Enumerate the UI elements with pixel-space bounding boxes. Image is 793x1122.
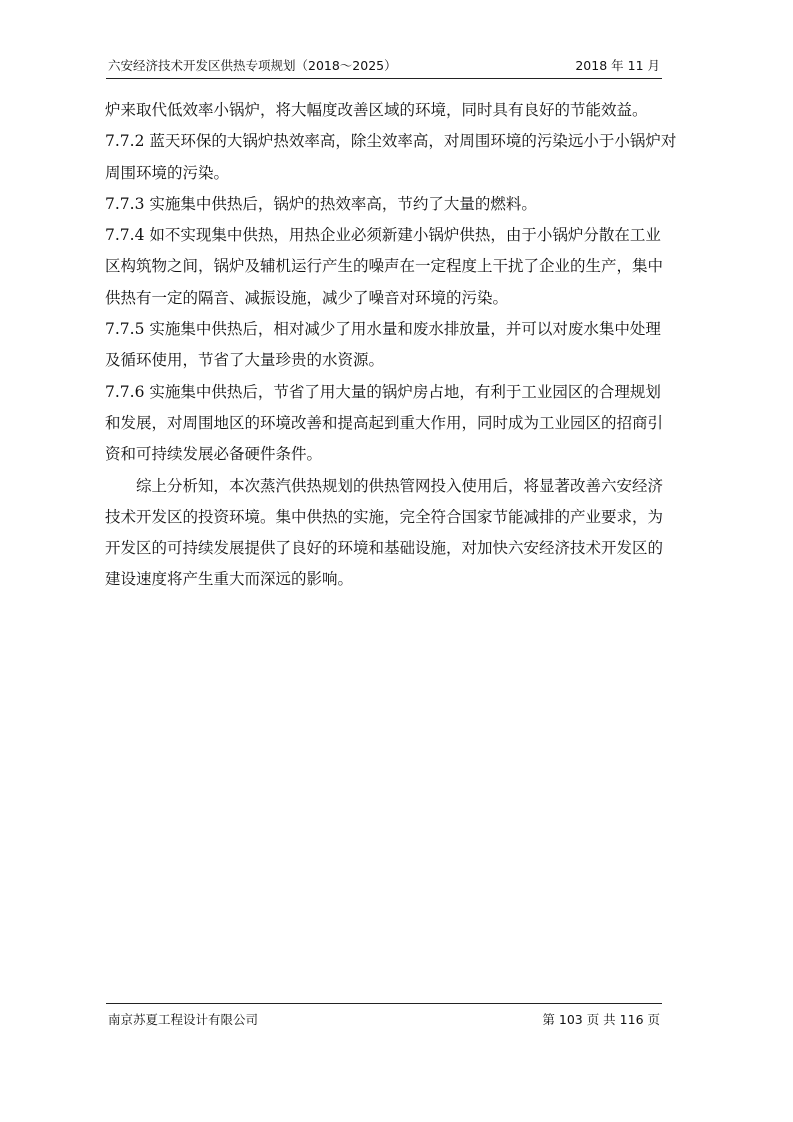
- page-number: 第 103 页 共 116 页: [542, 1012, 660, 1027]
- body-text: [105, 95, 695, 596]
- text-line: 7.7.2 蓝天环保的大锅炉热效率高，除尘效率高，对周围环境的污染远小于小锅炉对: [105, 132, 677, 151]
- text-line: 周围环境的污染。: [105, 163, 230, 182]
- page-footer: [106, 1008, 662, 1030]
- text-line: 和发展，对周围地区的环境改善和提高起到重大作用，同时成为工业园区的招商引: [105, 413, 664, 432]
- text-line: 资和可持续发展必备硬件条件。: [105, 445, 323, 464]
- text-line: 7.7.6 实施集中供热后，节省了用大量的锅炉房占地，有利于工业园区的合理规划: [105, 382, 661, 401]
- document-title: 六安经济技术开发区供热专项规划（2018～2025）: [108, 58, 397, 73]
- company-name: 南京苏夏工程设计有限公司: [108, 1012, 259, 1027]
- text-line: 建设速度将产生重大而深远的影响。: [105, 570, 354, 589]
- document-date: 2018 年 11 月: [575, 58, 660, 73]
- text-line: 技术开发区的投资环境。集中供热的实施，完全符合国家节能减排的产业要求，为: [105, 507, 664, 526]
- text-line: 7.7.4 如不实现集中供热，用热企业必须新建小锅炉供热，由于小锅炉分散在工业: [105, 226, 661, 245]
- text-line: 7.7.5 实施集中供热后，相对减少了用水量和废水排放量，并可以对废水集中处理: [105, 320, 661, 339]
- text-line: 及循环使用，节省了大量珍贵的水资源。: [105, 351, 385, 370]
- text-line: 开发区的可持续发展提供了良好的环境和基础设施，对加快六安经济技术开发区的: [105, 539, 664, 558]
- text-line: 7.7.3 实施集中供热后，锅炉的热效率高，节约了大量的燃料。: [105, 194, 537, 213]
- header-divider: [106, 78, 662, 79]
- text-line: 综上分析知，本次蒸汽供热规划的供热管网投入使用后，将显著改善六安经济: [136, 476, 664, 495]
- footer-divider: [106, 1003, 662, 1004]
- text-line: 供热有一定的隔音、减振设施，减少了噪音对环境的污染。: [105, 288, 509, 307]
- page-header: [106, 52, 662, 74]
- text-line: 炉来取代低效率小锅炉，将大幅度改善区域的环境，同时具有良好的节能效益。: [105, 101, 648, 119]
- text-line: 区构筑物之间，锅炉及辅机运行产生的噪声在一定程度上干扰了企业的生产，集中: [105, 257, 664, 276]
